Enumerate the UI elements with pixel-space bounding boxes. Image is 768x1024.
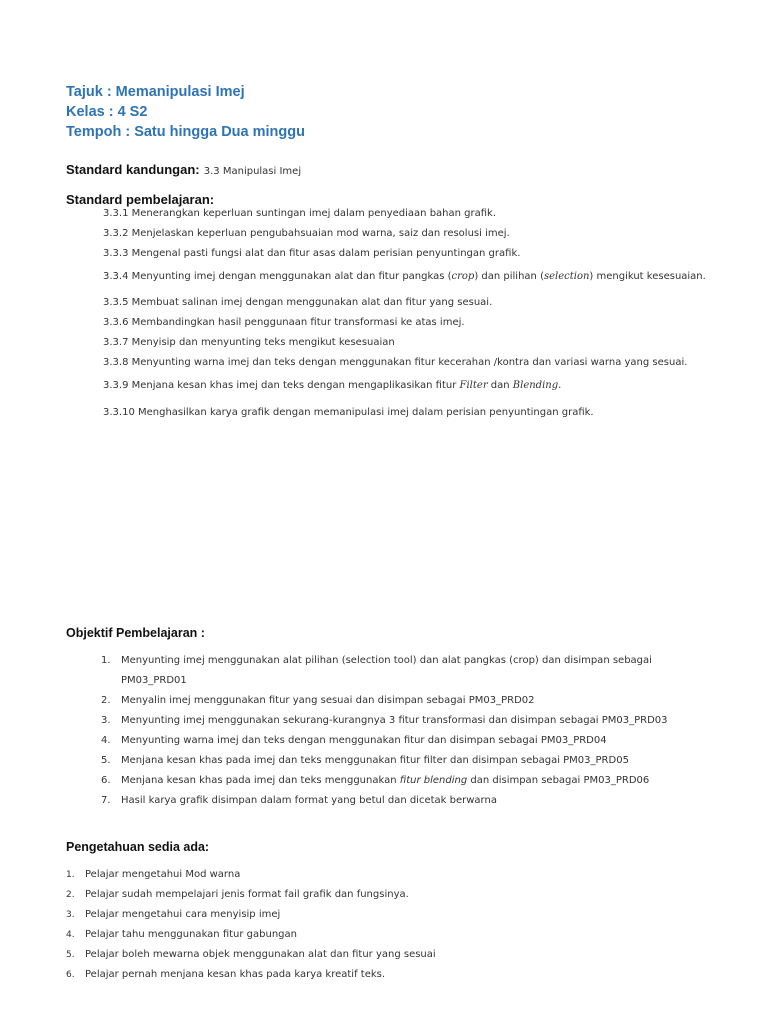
- list-item: [101, 795, 497, 806]
- list-number: 5.: [101, 755, 111, 766]
- list-text: Menjana kesan khas pada imej dan teks menggunakan: [121, 775, 400, 786]
- sp-item-term: Filter: [459, 380, 488, 391]
- sp-item-text: ) dan pilihan (: [474, 271, 544, 282]
- list-item: [101, 755, 629, 766]
- sp-item-text: .: [558, 380, 562, 391]
- pengetahuan-label: Pengetahuan sedia ada:: [66, 840, 210, 854]
- standard-kandungan-value: 3.3 Manipulasi Imej: [203, 166, 302, 177]
- sp-item: 3.3.8 Menyunting warna imej dan teks dengan menggunakan fitur kecerahan /kontra dan variasi warna yang sesuai.: [103, 357, 688, 368]
- list-text: Pelajar boleh mewarna objek menggunakan alat dan fitur yang sesuai: [85, 949, 436, 960]
- objektif-label: Objektif Pembelajaran :: [66, 626, 205, 640]
- list-item: [101, 655, 652, 666]
- list-item: [66, 909, 280, 920]
- list-item: [66, 889, 409, 900]
- list-text-continuation: PM03_PRD01: [121, 675, 187, 686]
- sp-item: [103, 380, 561, 391]
- sp-item: 3.3.5 Membuat salinan imej dengan menggunakan alat dan fitur yang sesuai.: [103, 297, 493, 308]
- list-item: [66, 869, 240, 880]
- sp-item-term: crop: [451, 271, 475, 282]
- tajuk-heading: Tajuk : Memanipulasi Imej: [66, 84, 245, 100]
- sp-item: 3.3.6 Membandingkan hasil penggunaan fitur transformasi ke atas imej.: [103, 317, 465, 328]
- list-text: Menjana kesan khas pada imej dan teks menggunakan fitur filter dan disimpan sebagai PM03_PRD05: [121, 755, 629, 766]
- list-item: [66, 949, 436, 960]
- list-text: Pelajar tahu menggunakan fitur gabungan: [85, 929, 297, 940]
- list-text-italic: fitur blending: [399, 775, 468, 786]
- list-item: [66, 929, 297, 940]
- list-number: 6.: [66, 970, 75, 980]
- list-item: [101, 695, 535, 706]
- list-number: 4.: [101, 735, 111, 746]
- list-text: Hasil karya grafik disimpan dalam format yang betul dan dicetak berwarna: [121, 795, 497, 806]
- sp-item-term: selection: [543, 271, 590, 282]
- sp-item-term: Blending: [512, 380, 559, 391]
- sp-item-text: ) mengikut kesesuaian.: [589, 271, 706, 282]
- list-text: Menyunting warna imej dan teks dengan menggunakan fitur dan disimpan sebagai PM03_PRD04: [121, 735, 607, 746]
- list-number: 5.: [66, 950, 75, 960]
- standard-kandungan: [66, 162, 301, 178]
- list-text: Pelajar pernah menjana kesan khas pada karya kreatif teks.: [85, 969, 386, 980]
- list-item: [101, 715, 668, 726]
- list-number: 6.: [101, 775, 111, 786]
- list-number: 3.: [66, 910, 75, 920]
- sp-item: 3.3.3 Mengenal pasti fungsi alat dan fitur asas dalam perisian penyuntingan grafik.: [103, 248, 521, 259]
- standard-kandungan-label: Standard kandungan:: [66, 162, 200, 177]
- sp-item-text: 3.3.4 Menyunting imej dengan menggunakan alat dan fitur pangkas (: [103, 271, 452, 282]
- sp-item: 3.3.10 Menghasilkan karya grafik dengan memanipulasi imej dalam perisian penyuntingan grafik.: [103, 407, 594, 418]
- sp-item: 3.3.7 Menyisip dan menyunting teks mengikut kesesuaian: [103, 337, 395, 348]
- list-number: 4.: [66, 930, 75, 940]
- list-number: 2.: [66, 890, 75, 900]
- list-text: Pelajar mengetahui Mod warna: [85, 869, 241, 880]
- list-text: Menyunting imej menggunakan sekurang-kurangnya 3 fitur transformasi dan disimpan sebagai PM03_PRD03: [121, 715, 668, 726]
- list-item: [66, 969, 385, 980]
- list-text: Menyunting imej menggunakan alat pilihan (selection tool) dan alat pangkas (crop) dan disimpan sebagai: [121, 655, 652, 666]
- list-number: 1.: [66, 870, 75, 880]
- tempoh-heading: Tempoh : Satu hingga Dua minggu: [66, 124, 305, 140]
- list-item: [101, 735, 607, 746]
- sp-item-text: dan: [487, 380, 513, 391]
- list-number: 1.: [101, 655, 111, 666]
- list-number: 7.: [101, 795, 111, 806]
- list-text: Pelajar mengetahui cara menyisip imej: [85, 909, 281, 920]
- list-item: [101, 775, 649, 786]
- list-text: Menyalin imej menggunakan fitur yang sesuai dan disimpan sebagai PM03_PRD02: [121, 695, 535, 706]
- list-number: 3.: [101, 715, 111, 726]
- list-number: 2.: [101, 695, 111, 706]
- sp-item-text: 3.3.9 Menjana kesan khas imej dan teks dengan mengaplikasikan fitur: [103, 380, 460, 391]
- kelas-heading: Kelas : 4 S2: [66, 104, 148, 120]
- sp-item: [103, 271, 706, 282]
- document-header: [66, 82, 305, 142]
- standard-pembelajaran-label: Standard pembelajaran:: [66, 192, 215, 207]
- sp-item: 3.3.2 Menjelaskan keperluan pengubahsuaian mod warna, saiz dan resolusi imej.: [103, 228, 510, 239]
- sp-item: 3.3.1 Menerangkan keperluan suntingan imej dalam penyediaan bahan grafik.: [103, 208, 497, 219]
- list-text: dan disimpan sebagai PM03_PRD06: [467, 775, 650, 786]
- list-text: Pelajar sudah mempelajari jenis format fail grafik dan fungsinya.: [85, 889, 409, 900]
